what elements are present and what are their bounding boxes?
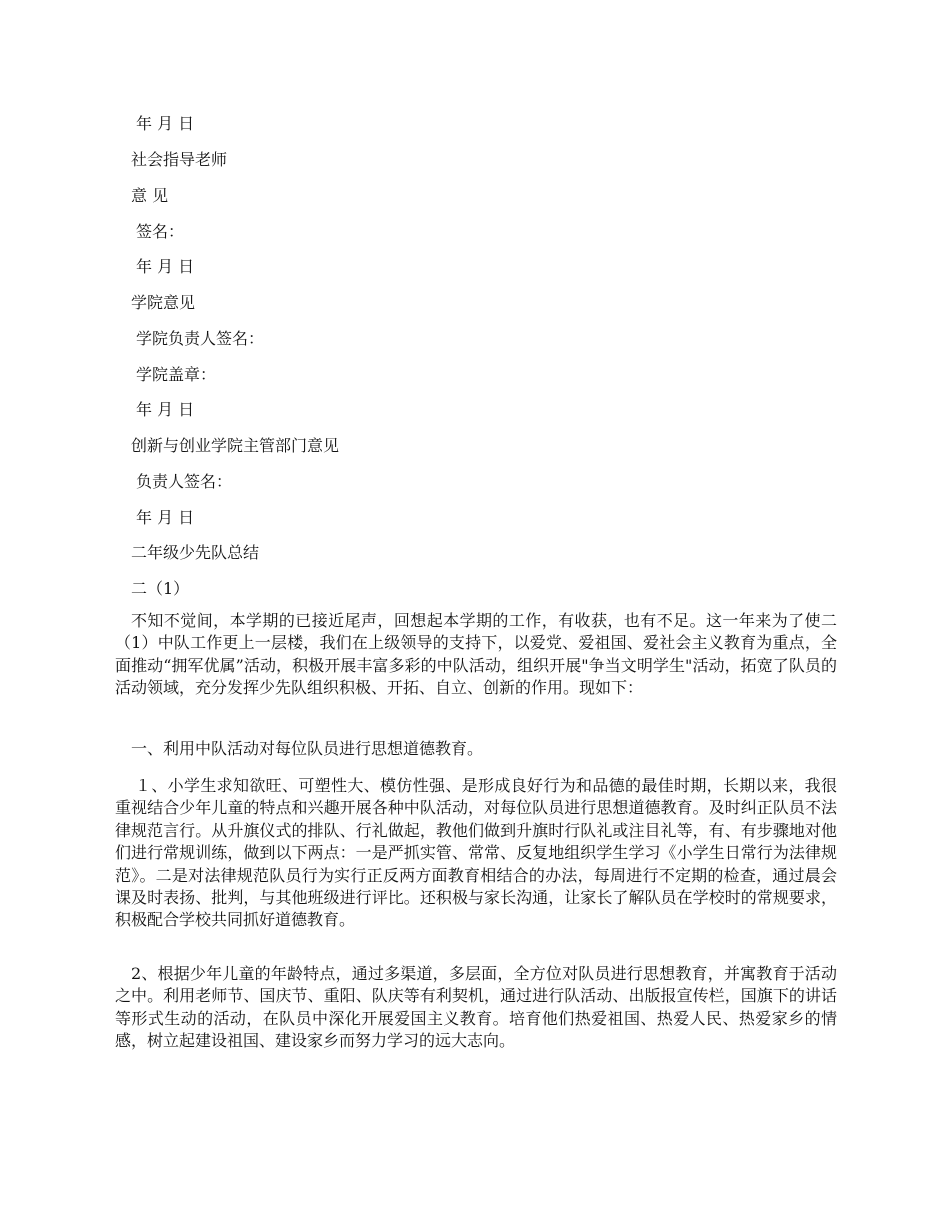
date-line: 年 月 日 bbox=[136, 257, 195, 276]
paragraph-point-1: １、小学生求知欲旺、可塑性大、模仿性强、是形成良好行为和品德的最佳时期，长期以来，我很重视结合少年儿童的特点和兴趣开展各种中队活动，对每位队员进行思想道德教育。及时纠正队员不法律规范言行。从升旗仪式的排队、行礼做起，教他们做到升旗时行队礼或注目礼等，有、有步骤地对他们进行常规训练，做到以下两点：一是严抓实管、常常、反复地组织学生学习《小学生日常行为法律规范》。二是对法律规范队员行为实行正反两方面教育相结合的办法，每周进行不定期的检查，通过晨会课及时表扬、批判，与其他班级进行评比。还积极与家长沟通，让家长了解队员在学校时的常规要求，积极配合学校共同抓好道德教育。 bbox=[115, 776, 837, 930]
class-label: 二（1） bbox=[131, 579, 190, 598]
signature-label: 签名： bbox=[136, 222, 185, 241]
social-advisor-label: 社会指导老师 bbox=[131, 150, 228, 169]
paragraph-point-2: 2、根据少年儿童的年龄特点，通过多渠道，多层面，全方位对队员进行思想教育，并寓教育于活动之中。利用老师节、国庆节、重阳、队庆等有利契机，通过进行队活动、出版报宣传栏，国旗下的讲话等形式生动的活动，在队员中深化开展爱国主义教育。培育他们热爱祖国、热爱人民、热爱家乡的情感，树立起建设祖国、建设家乡而努力学习的远大志向。 bbox=[115, 964, 837, 1051]
opinion-label: 意 见 bbox=[131, 186, 169, 205]
head-signature-label: 负责人签名： bbox=[136, 472, 233, 491]
college-opinion-label: 学院意见 bbox=[131, 293, 196, 312]
intro-paragraph: 不知不觉间，本学期的已接近尾声，回想起本学期的工作，有收获，也有不足。这一年来为了使二（1）中队工作更上一层楼，我们在上级领导的支持下，以爱党、爱祖国、爱社会主义教育为重点，全面推动“拥军优属”活动，积极开展丰富多彩的中队活动，组织开展"争当文明学生"活动，拓宽了队员的活动领域，充分发挥少先队组织积极、开拓、自立、创新的作用。现如下： bbox=[115, 611, 837, 698]
college-seal-label: 学院盖章： bbox=[136, 365, 217, 384]
date-line: 年 月 日 bbox=[136, 508, 195, 527]
date-line: 年 月 日 bbox=[136, 114, 195, 133]
department-opinion-label: 创新与创业学院主管部门意见 bbox=[131, 436, 340, 455]
summary-title: 二年级少先队总结 bbox=[131, 543, 260, 562]
date-line: 年 月 日 bbox=[136, 400, 195, 419]
section-heading: 一、利用中队活动对每位队员进行思想道德教育。 bbox=[131, 739, 484, 758]
college-head-signature-label: 学院负责人签名： bbox=[136, 329, 265, 348]
